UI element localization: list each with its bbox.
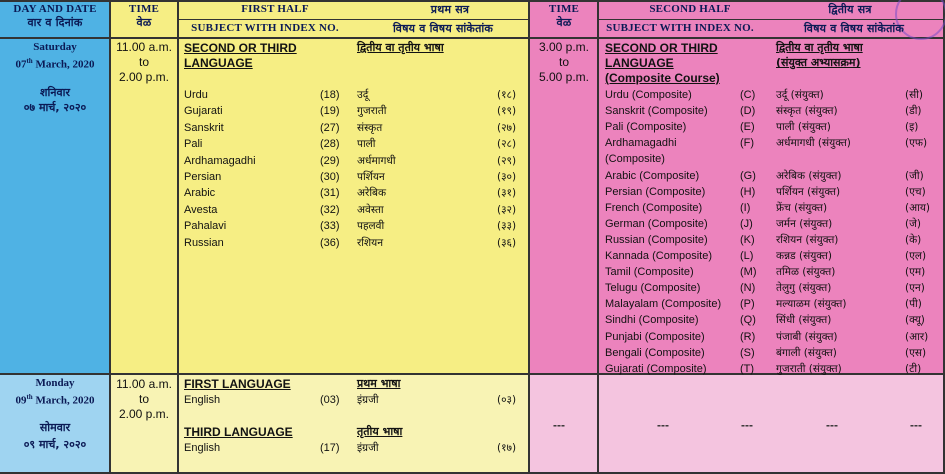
subject-name-mr: गुजराती (संयुक्त) [776, 362, 842, 375]
subject-name-mr: फ्रेंच (संयुक्त) [776, 201, 828, 214]
list-item [0, 153, 530, 169]
list-item [0, 345, 945, 361]
subject-name-en: Arabic [184, 187, 216, 200]
subject-index: (S) [740, 346, 755, 359]
subject-index: (17) [320, 442, 340, 454]
subject-name-en: English [184, 442, 221, 454]
subject-index: (18) [320, 89, 340, 101]
subject-name-mr: संस्कृत (संयुक्त) [776, 105, 838, 118]
subject-index: (33) [320, 220, 340, 233]
subject-index: (03) [320, 394, 340, 406]
placeholder-index-mr: --- [910, 418, 922, 432]
subject-index: (36) [320, 236, 340, 249]
list-item [0, 248, 945, 264]
subject-index-mr: (१७) [497, 442, 517, 454]
subject-index-mr: (एच) [905, 185, 926, 198]
day1-date-en [0, 54, 110, 72]
subject-index-mr: (एल) [905, 250, 927, 262]
third-language-heading-mr: तृतीय भाषा [357, 425, 403, 438]
subject-index-mr: (२९) [497, 154, 517, 167]
subject-name-en: Ardhamagadhi [184, 154, 256, 167]
subject-index-mr: (३३) [497, 220, 517, 233]
subject-index-mr: (पी) [905, 298, 922, 311]
subject-index: (28) [320, 138, 340, 151]
subject-index-mr: (३६) [497, 236, 517, 249]
second-heading-en-line1: SECOND OR THIRD [605, 41, 718, 55]
time-to: to [138, 392, 149, 406]
subject-index-mr: (के) [905, 233, 922, 246]
subject-index: (27) [320, 121, 340, 134]
placeholder-subject-mr: --- [826, 418, 838, 432]
subject-index: (P) [740, 298, 755, 311]
subject-name-en: Pali (Composite) [605, 121, 687, 134]
subject-index: (N) [740, 282, 756, 295]
time-to: to [138, 55, 149, 69]
subject-name-en: Tamil (Composite) [605, 266, 694, 279]
list-item [0, 184, 945, 200]
list-item [0, 312, 945, 328]
subject-name-en: Avesta [184, 203, 218, 216]
grid-line [0, 37, 945, 39]
subject-index-mr: (एम) [905, 266, 926, 279]
subject-name-mr: इंग्रजी [357, 394, 379, 406]
subject-name-mr: पहलवी [357, 220, 385, 233]
subject-name-mr: कन्नड (संयुक्त) [776, 250, 832, 262]
subject-name-mr: इंग्रजी [357, 442, 379, 454]
subject-name-mr: गुजराती [357, 105, 387, 118]
subject-index-mr: (३१) [497, 187, 517, 200]
subject-name-mr: पाली (संयुक्त) [776, 121, 831, 134]
list-item [0, 296, 945, 312]
subject-name-mr: पंजाबी (संयुक्त) [776, 330, 838, 343]
day2-weekday-mr: सोमवार [39, 421, 71, 434]
header-time-en: TIME [128, 3, 160, 15]
subject-index: (G) [740, 169, 756, 182]
subject-index: (D) [740, 105, 756, 118]
day1-date-mr: ०७ मार्च, २०२० [23, 101, 87, 114]
subject-index-mr: (आर) [905, 330, 929, 343]
subject-index: (Q) [740, 314, 756, 327]
subject-name-en: Persian (Composite) [605, 185, 706, 198]
list-item [0, 280, 945, 296]
subject-index-mr: (जे) [905, 217, 921, 230]
time-end: 2.00 p.m. [118, 70, 170, 84]
placeholder-time: --- [553, 418, 565, 432]
subject-name-en: English [184, 394, 221, 406]
subject-index: (K) [740, 233, 755, 246]
subject-index-mr: (एस) [905, 346, 927, 359]
subject-name-en: Sindhi (Composite) [605, 314, 699, 327]
subject-index-mr: (२८) [497, 138, 517, 151]
subject-index: (I) [740, 201, 751, 214]
list-item [0, 103, 945, 119]
first-heading-en-line2: LANGUAGE [184, 56, 253, 70]
subject-name-en: Gujarati (Composite) [605, 362, 707, 375]
time-end: 2.00 p.m. [118, 407, 170, 421]
first-heading-mr: द्वितीय वा तृतीय भाषा [357, 41, 444, 54]
subject-index: (R) [740, 330, 756, 343]
subject-name-mr: बंगाली (संयुक्त) [776, 346, 837, 359]
subject-index-mr: (क्यू) [905, 314, 925, 327]
subject-index: (C) [740, 89, 756, 101]
subject-index-mr: (इ) [905, 121, 919, 134]
time-start: 11.00 a.m. [116, 377, 172, 391]
subject-name-mr: रशियन (संयुक्त) [776, 233, 839, 246]
header-second-half-en: SECOND HALF [649, 3, 731, 15]
subject-name-en: Gujarati [184, 105, 223, 118]
header-subject-index-en: SUBJECT WITH INDEX NO. [606, 22, 754, 34]
list-item [0, 329, 945, 345]
grid-line [597, 19, 943, 20]
subject-name-en: Urdu [184, 89, 208, 101]
subject-index-mr: (३२) [497, 203, 517, 216]
second-heading-en-line2: LANGUAGE [605, 56, 674, 70]
subject-name-en: Russian (Composite) [605, 233, 708, 246]
subject-name-en: Kannada (Composite) [605, 250, 713, 262]
list-item [0, 440, 530, 456]
subject-name-en: Telugu (Composite) [605, 282, 701, 295]
subject-name-mr: पाली [357, 138, 376, 151]
subject-name-en: Malayalam (Composite) [605, 298, 722, 311]
subject-name-en: Bengali (Composite) [605, 346, 705, 359]
subject-index-mr: (१९) [497, 105, 517, 118]
subject-index: (31) [320, 187, 340, 200]
subject-index-mr: (डी) [905, 105, 922, 118]
subject-name-en: Sanskrit (Composite) [605, 105, 708, 118]
second-half-bg-2 [530, 374, 945, 474]
header-day-date-en: DAY AND DATE [13, 3, 97, 15]
third-language-heading-en: THIRD LANGUAGE [184, 425, 293, 439]
subject-name-en-cont: (Composite) [605, 153, 665, 166]
subject-name-mr: उर्दू (संयुक्त) [776, 89, 824, 101]
subject-index: (32) [320, 203, 340, 216]
time-to: to [558, 55, 569, 69]
day1-date-rest: March, 2020 [32, 58, 95, 71]
grid-line [177, 19, 528, 20]
subject-index-mr: (टी) [905, 362, 922, 375]
first-language-heading-en: FIRST LANGUAGE [184, 377, 291, 391]
header-day-date-mr: वार व दिनांक [27, 16, 83, 29]
day2-date-sup: th [26, 393, 33, 401]
subject-index: (E) [740, 121, 755, 134]
subject-name-en: Sanskrit [184, 121, 224, 134]
list-item [0, 119, 945, 135]
subject-name-en: Russian [184, 236, 224, 249]
subject-name-mr: अरेबिक [357, 187, 387, 200]
list-item [0, 232, 945, 248]
list-item [0, 87, 945, 103]
subject-name-en: Pahalavi [184, 220, 227, 233]
header-subject-index-mr: विषय व विषय सांकेतांक [803, 22, 905, 35]
subject-index-mr: (३०) [497, 171, 517, 183]
header-second-half-mr: द्वितीय सत्र [828, 3, 872, 16]
header-first-half-en: FIRST HALF [241, 3, 309, 15]
subject-index-mr: (जी) [905, 169, 924, 182]
placeholder-subject-en: --- [657, 418, 669, 432]
header-first-half-mr: प्रथम सत्र [430, 3, 470, 16]
subject-index: (H) [740, 185, 756, 198]
subject-name-en: German (Composite) [605, 217, 708, 230]
header-time-en: TIME [548, 3, 580, 15]
subject-name-en: Arabic (Composite) [605, 169, 700, 182]
header-time-mr: वेळ [556, 16, 572, 29]
day1-time-first [110, 40, 178, 85]
subject-name-mr: सिंधी (संयुक्त) [776, 314, 832, 327]
time-start: 11.00 a.m. [116, 40, 172, 54]
subject-name-en: Ardhamagadhi [605, 137, 677, 150]
subject-name-en: French (Composite) [605, 201, 703, 214]
list-item [0, 168, 945, 184]
subject-index-mr: (०३) [497, 394, 517, 406]
subject-name-en: Urdu (Composite) [605, 89, 692, 101]
header-time [110, 3, 178, 29]
subject-name-mr: संस्कृत [357, 121, 383, 134]
subject-index: (30) [320, 171, 340, 183]
day2-weekday-en: Monday [35, 377, 75, 389]
list-item [0, 216, 945, 232]
day1-date-sup: th [26, 57, 33, 65]
header-time-2 [530, 3, 598, 29]
first-language-heading-mr: प्रथम भाषा [357, 377, 401, 390]
subject-index: (J) [740, 217, 753, 230]
subject-name-mr: अर्धमागधी (संयुक्त) [776, 137, 851, 150]
day1-date-day: 07 [15, 58, 27, 71]
subject-name-mr: तमिळ (संयुक्त) [776, 266, 836, 279]
time-start: 3.00 p.m. [538, 40, 590, 54]
subject-name-mr: अर्धमागधी [357, 154, 396, 167]
subject-index: (29) [320, 154, 340, 167]
header-day-date [0, 3, 110, 29]
second-heading-en-line3: (Composite Course) [605, 71, 720, 85]
day1-weekday-en: Saturday [33, 41, 77, 53]
subject-index: (M) [740, 266, 757, 279]
subject-name-mr: उर्दू [357, 89, 369, 101]
first-heading-en-line1: SECOND OR THIRD [184, 41, 297, 55]
day2-date-mr: ०९ मार्च, २०२० [23, 438, 87, 451]
subject-index-mr: (आय) [905, 201, 931, 214]
subject-name-mr: अवेस्ता [357, 203, 384, 216]
subject-name-mr: रशियन [357, 236, 384, 249]
second-heading-mr-line1: द्वितीय वा तृतीय भाषा [776, 41, 863, 54]
subject-index: (T) [740, 362, 755, 375]
subject-index-mr: (सी) [905, 89, 924, 101]
subject-index: (F) [740, 137, 755, 150]
day2-date-day: 09 [15, 394, 27, 407]
header-time-mr: वेळ [136, 16, 152, 29]
list-item [0, 392, 530, 408]
subject-index-mr: (२७) [497, 121, 517, 134]
day2-date-rest: March, 2020 [32, 394, 95, 407]
header-subject-index-en: SUBJECT WITH INDEX NO. [191, 22, 339, 34]
subject-name-mr: मल्याळम (संयुक्त) [776, 298, 847, 311]
subject-name-mr: तेलुगु (संयुक्त) [776, 282, 832, 295]
subject-index: (L) [740, 250, 754, 262]
day1-weekday-mr: शनिवार [40, 86, 70, 99]
list-item [0, 264, 945, 280]
subject-name-en: Persian [184, 171, 222, 183]
subject-name-mr: अरेबिक (संयुक्त) [776, 169, 842, 182]
time-end: 5.00 p.m. [538, 70, 590, 84]
header-subject-index-mr: विषय व विषय सांकेतांक [392, 22, 494, 35]
list-item [0, 200, 945, 216]
subject-index-mr: (एफ) [905, 137, 928, 150]
placeholder-index-en: --- [741, 418, 753, 432]
subject-name-mr: जर्मन (संयुक्त) [776, 217, 833, 230]
subject-index: (19) [320, 105, 340, 118]
day1-time-second [530, 40, 598, 85]
grid-line [0, 0, 945, 2]
subject-name-mr: पर्शियन (संयुक्त) [776, 185, 841, 198]
subject-name-en: Punjabi (Composite) [605, 330, 705, 343]
subject-name-mr: पर्शियन [357, 171, 385, 183]
list-item [0, 361, 945, 377]
second-heading-mr-line2: (संयुक्त अभ्यासक्रम) [776, 56, 861, 69]
subject-index-mr: (एन) [905, 282, 925, 295]
subject-index-mr: (१८) [497, 89, 517, 101]
subject-name-en: Pali [184, 138, 203, 151]
